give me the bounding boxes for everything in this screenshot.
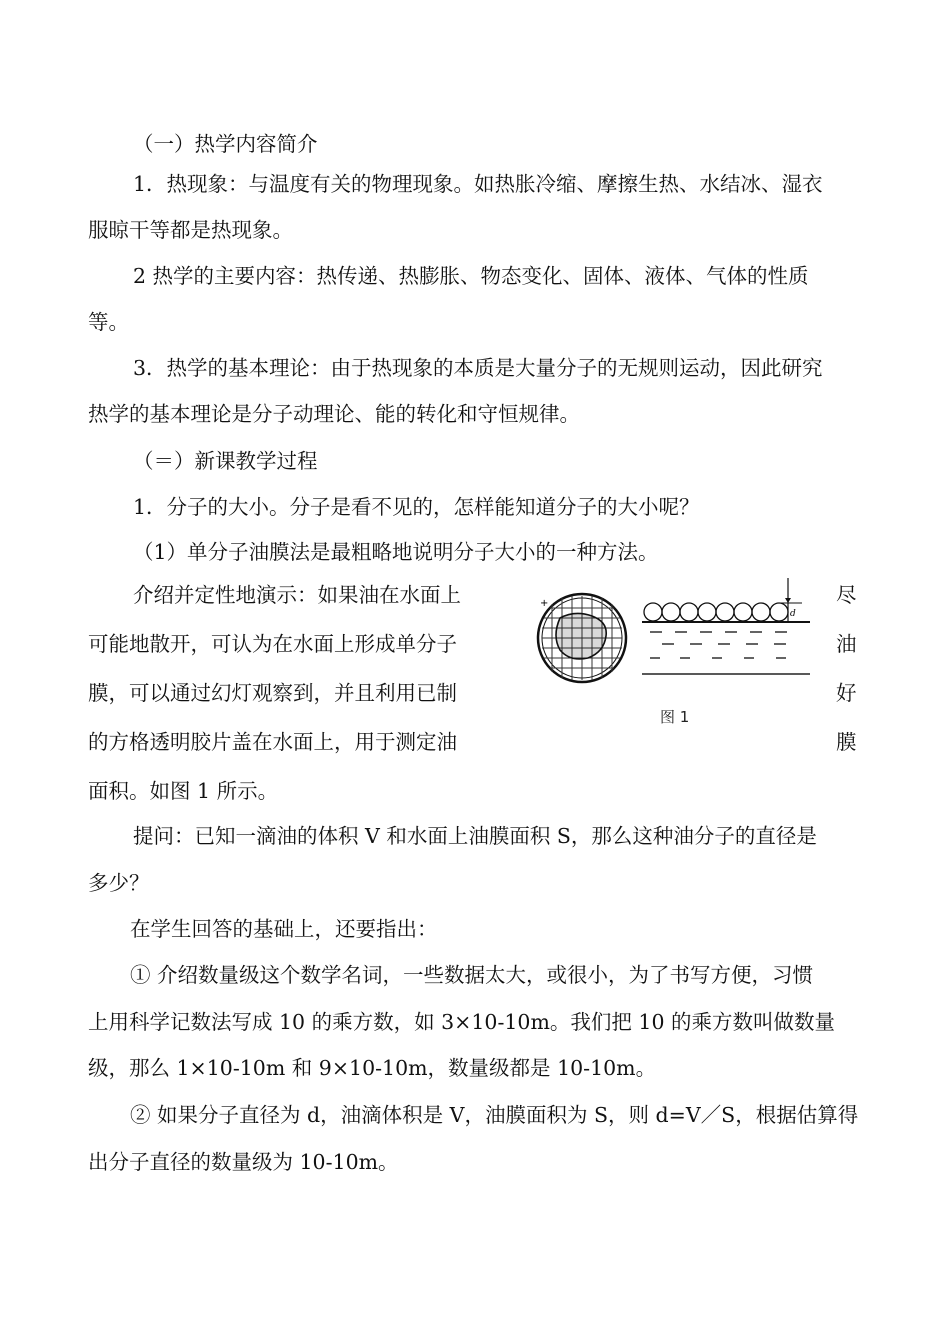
wrap-line-1-right: 尽: [836, 583, 857, 607]
paragraph-7-line-3: 级，那么 1×10-10m 和 9×10-10m，数量级都是 10-10m。: [88, 1056, 657, 1080]
wrap-line-4-left: 的方格透明胶片盖在水面上，用于测定油: [88, 730, 457, 754]
wrap-line-1-left: 介绍并定性地演示：如果油在水面上: [133, 583, 461, 607]
paragraph-2-line-1: 2 热学的主要内容：热传递、热膨胀、物态变化、固体、液体、气体的性质: [133, 264, 809, 288]
wrap-line-3-left: 膜，可以通过幻灯观察到，并且利用已制: [88, 681, 457, 705]
wrap-line-4-right: 膜: [836, 730, 857, 754]
paragraph-6: 在学生回答的基础上，还要指出：: [130, 917, 438, 941]
question-line-1: 提问：已知一滴油的体积 V 和水面上油膜面积 S，那么这种油分子的直径是: [133, 824, 817, 848]
paragraph-2-line-2: 等。: [88, 310, 129, 334]
wrap-line-2-left: 可能地散开，可认为在水面上形成单分子: [88, 632, 457, 656]
section-title-new-lesson: （＝）新课教学过程: [133, 449, 318, 473]
paragraph-7-line-2: 上用科学记数法写成 10 的乘方数，如 3×10-10m。我们把 10 的乘方数叫做数量: [88, 1010, 836, 1034]
paragraph-7-line-1: ① 介绍数量级这个数学名词，一些数据太大，或很小，为了书写方便，习惯: [130, 963, 814, 987]
oil-molecule-layer: [642, 578, 810, 622]
paragraph-3-line-1: 3．热学的基本理论：由于热现象的本质是大量分子的无规则运动，因此研究: [133, 356, 823, 380]
paragraph-8-line-2: 出分子直径的数量级为 10-10m。: [88, 1150, 399, 1174]
paragraph-1-line-1: 1．热现象：与温度有关的物理现象。如热胀冷缩、摩擦生热、水结冰、湿衣: [133, 172, 823, 196]
paragraph-1-line-2: 服晾干等都是热现象。: [88, 218, 293, 242]
paragraph-3-line-2: 热学的基本理论是分子动理论、能的转化和守恒规律。: [88, 402, 580, 426]
grid-circle-diagram: [538, 594, 626, 682]
svg-text:+: +: [540, 598, 549, 609]
thickness-label: d: [790, 609, 796, 619]
paragraph-4: 1．分子的大小。分子是看不见的，怎样能知道分子的大小呢？: [133, 495, 700, 519]
paragraph-5: （1）单分子油膜法是最粗略地说明分子大小的一种方法。: [133, 540, 659, 564]
section-title-intro: （一）热学内容简介: [133, 132, 318, 156]
question-line-2: 多少？: [88, 871, 150, 895]
figure-caption: 图 1: [660, 708, 690, 726]
water-surface: [642, 632, 810, 674]
paragraph-8-line-1: ② 如果分子直径为 d，油滴体积是 V，油膜面积为 S，则 d=V／S，根据估算得: [130, 1103, 859, 1127]
wrap-line-2-right: 油: [836, 632, 857, 656]
wrap-line-5: 面积。如图 1 所示。: [88, 779, 279, 803]
wrap-line-3-right: 好: [836, 681, 857, 705]
